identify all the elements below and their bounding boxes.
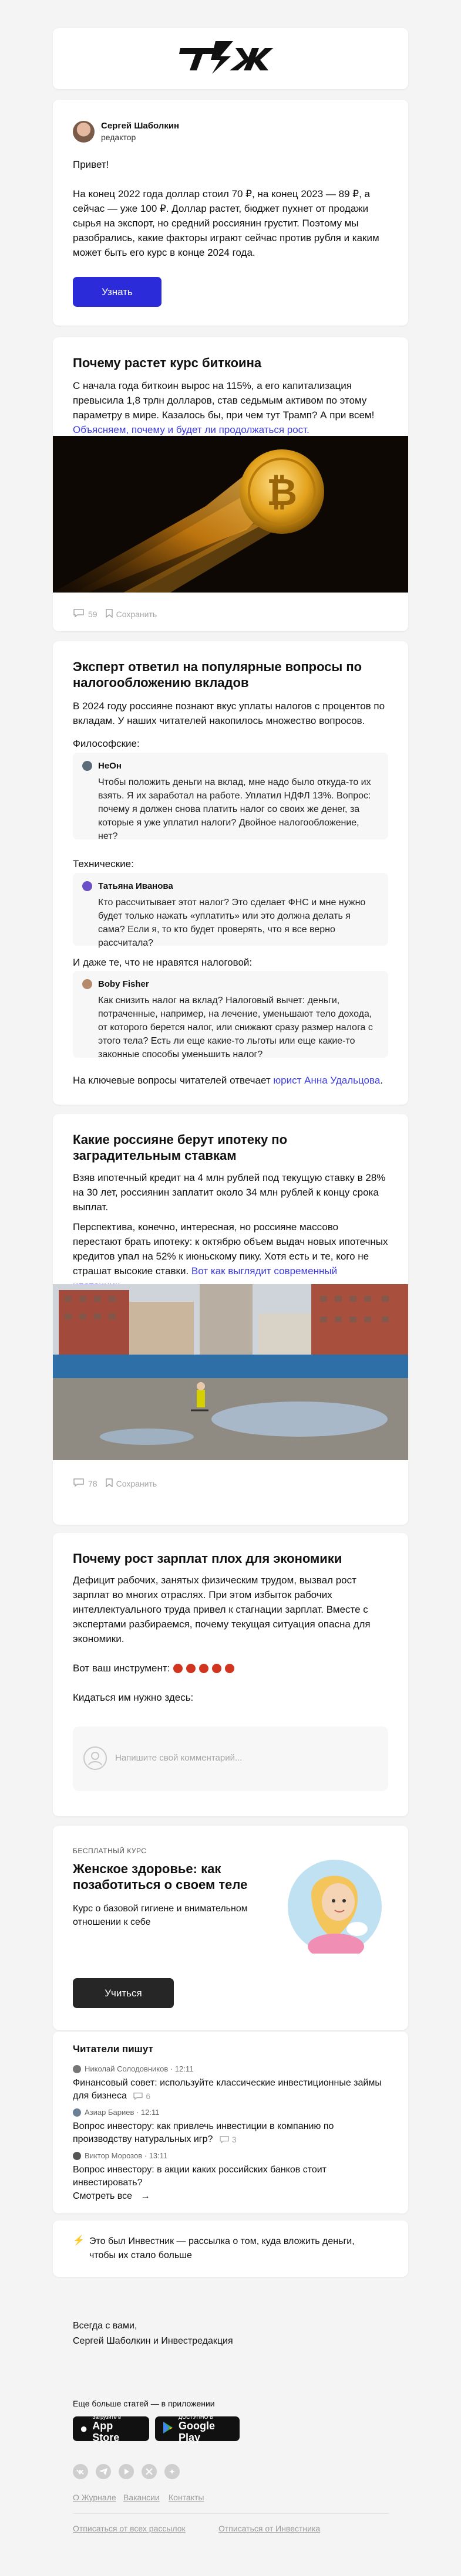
comment-placeholder[interactable]: Напишите свой комментарий... (115, 1753, 243, 1763)
app-store-button[interactable] (73, 2416, 149, 2441)
course-title[interactable]: Женское здоровье: как позаботиться о своем теле (73, 1861, 248, 1892)
expert-title[interactable]: Эксперт ответил на популярные вопросы по налогообложению вкладов (73, 659, 362, 690)
mortgage-title[interactable]: Какие россияне берут ипотеку по заградительным ставкам (73, 1132, 288, 1163)
quote-author-name-3: Boby Fisher (98, 979, 149, 989)
reader-author: Виктор Морозов · 13:11 (85, 2151, 168, 2160)
quote-author-name-1: НеОн (98, 761, 122, 771)
course-illustration (288, 1860, 382, 1954)
reader-author: Азиар Бариев · 12:11 (85, 2108, 160, 2117)
expert-card (53, 641, 408, 1105)
bitcoin-title[interactable]: Почему растет курс биткоина (73, 356, 262, 370)
reader-comment-count[interactable]: 3 (231, 2135, 237, 2144)
comment-icon[interactable] (73, 1478, 85, 1489)
label-technical: Технические: (73, 858, 134, 869)
avatar (73, 2108, 81, 2117)
svg-text:₿: ₿ (266, 471, 298, 514)
readers-title: Читатели пишут (73, 2043, 153, 2054)
reader-comments[interactable] (133, 2090, 150, 2103)
quote-card-1 (73, 753, 388, 840)
tomato-icon[interactable] (225, 1664, 234, 1673)
google-play-big: Google Play (179, 2420, 215, 2443)
avatar (73, 2065, 81, 2073)
course-desc: Курс о базовой гигиене и внимательном отношении к себе (73, 1904, 248, 1927)
quote-text-3: Как снизить налог на вклад? Налоговый вычет: деньги, потраченные, например, на лечение, уменьшают тело дохода, от которого берется налог, или снижают сразу размер налога с этого тела? Есть ли еще какие-то льготы или еще какие-то законные способы уменьшить налог? (98, 996, 373, 1059)
google-play-small: ДОСТУПНО В (179, 2414, 213, 2420)
tool-label: Вот ваш инструмент: (73, 1663, 170, 1674)
comment-box[interactable] (73, 1727, 388, 1791)
expert-intro: В 2024 году россияне познают вкус уплаты налогов с процентов по вкладам. У наших читателей накопилось множество вопросов. (73, 700, 385, 726)
comment-icon[interactable] (73, 608, 85, 620)
avatar (82, 979, 92, 989)
label-dislike: И даже те, что не нравятся налоговой: (73, 957, 253, 968)
reader-title[interactable] (73, 2120, 388, 2146)
user-icon (83, 1746, 107, 1770)
bitcoin-card (53, 337, 408, 631)
mortgage-image[interactable] (53, 1284, 408, 1460)
google-play-text (179, 2414, 233, 2443)
youtube-icon[interactable] (119, 2464, 134, 2479)
arrow-right-icon[interactable]: → (140, 2191, 150, 2201)
intro-card (53, 100, 408, 326)
mortgage-card (53, 1114, 408, 1525)
quote-card-3 (73, 971, 388, 1058)
comment-icon (133, 2092, 143, 2100)
mortgage-link[interactable]: Вот как выглядит современный (191, 1265, 338, 1277)
tomato-icon[interactable] (173, 1664, 183, 1673)
course-card (53, 1826, 408, 2030)
google-play-button[interactable] (155, 2416, 240, 2441)
lightning-icon: ⚡ (73, 2236, 85, 2246)
reader-item[interactable] (73, 2151, 388, 2189)
footer-link-contacts[interactable]: Контакты (169, 2493, 204, 2502)
bookmark-icon[interactable] (106, 1478, 113, 1489)
reader-comment-count[interactable]: 6 (146, 2091, 151, 2101)
reader-comments[interactable] (219, 2133, 237, 2146)
footer-link-jobs[interactable]: Вакансии (123, 2493, 160, 2502)
bitcoin-image[interactable] (53, 436, 408, 593)
apps-label: Еще больше статей — в приложении (73, 2399, 215, 2408)
tj-logo[interactable] (179, 40, 282, 75)
signature-line-1: Всегда с вами, (73, 2321, 137, 2331)
reader-item[interactable] (73, 2064, 388, 2103)
comment-count[interactable]: 59 (88, 609, 97, 619)
tomato-icon[interactable] (199, 1664, 208, 1673)
quote-text-1: Чтобы положить деньги на вклад, мне надо было откуда-то их взять. Я их заработал на работе. Уплатил НДФЛ 13%. Вопрос: почему я должен снова платить налог со своих же денег, за которые я уже уплатил налоги? Двойное налогообложение, нет? (98, 777, 371, 841)
throw-label: Кидаться им нужно здесь: (73, 1692, 194, 1703)
learn-button[interactable]: Узнать (73, 277, 161, 307)
footer-link-about[interactable]: О Журнале (73, 2493, 116, 2502)
author-name: Сергей Шаболкин (101, 121, 180, 131)
reader-meta (73, 2151, 388, 2160)
answer-prefix: На ключевые вопросы читателей отвечает (73, 1075, 274, 1086)
reader-title[interactable] (73, 2077, 388, 2103)
app-store-small: Загрузите в (92, 2414, 121, 2420)
bitcoin-meta (73, 608, 157, 620)
study-button[interactable]: Учиться (73, 1978, 174, 2008)
x-icon[interactable] (142, 2464, 157, 2479)
logo-card (53, 28, 408, 89)
quote-author-2 (82, 881, 379, 891)
quote-author-3 (82, 979, 379, 989)
unsubscribe-investnik-link[interactable]: Отписаться от Инвестника (218, 2524, 321, 2533)
google-play-icon (162, 2421, 174, 2437)
investnik-text: Это был Инвестник — рассылка о том, куда вложить деньги, чтобы их стало больше (89, 2236, 355, 2260)
bookmark-icon[interactable] (106, 609, 113, 620)
answer-suffix: . (380, 1075, 383, 1086)
mortgage-p2 (73, 1220, 388, 1293)
quote-text-2: Кто рассчитывает этот налог? Это сделает ФНС и мне нужно будет только нажать «уплатить» или это должна делать я сама? Если я, то кто будет проверять, что я все верно рассчитала? (98, 898, 366, 948)
mortgage-p1: Взяв ипотечный кредит на 4 млн рублей под текущую ставку в 28% на 30 лет, россиянин заплатит около 34 млн рублей к концу срока выплат. (73, 1172, 386, 1213)
tomato-icon[interactable] (186, 1664, 196, 1673)
save-label[interactable]: Сохранить (116, 1478, 157, 1488)
bitcoin-link[interactable]: Объясняем, почему и будет ли продолжаться рост. (73, 424, 309, 435)
comment-count[interactable]: 78 (88, 1478, 97, 1488)
tool-line (73, 1661, 234, 1675)
lawyer-link[interactable]: юрист Анна Удальцова (273, 1075, 381, 1086)
app-store-text (92, 2414, 142, 2443)
avatar (82, 881, 92, 891)
expert-answer (73, 1073, 388, 1088)
readers-card (53, 2032, 408, 2213)
unsubscribe-all-link[interactable]: Отписаться от всех рассылок (73, 2524, 186, 2533)
apple-icon: ● (80, 2421, 88, 2436)
signature (73, 2318, 233, 2349)
telegram-icon[interactable] (96, 2464, 111, 2479)
avatar (73, 2152, 81, 2160)
avatar (73, 121, 95, 143)
investnik-card (53, 2220, 408, 2277)
avatar (82, 761, 92, 771)
see-all-label[interactable]: Смотреть все (73, 2191, 133, 2201)
quote-card-2 (73, 873, 388, 946)
mortgage-p2-body: Перспектива, конечно, интересная, но россияне массово перестают брать ипотеку: к октябрю объем выдач новых ипотечных кредитов упал на 52% к июньскому пику. Хотя есть и те, кого не страшат высокие ставки. (73, 1221, 388, 1277)
bitcoin-text (73, 378, 388, 437)
author-role: редактор (101, 133, 136, 142)
salary-text: Дефицит рабочих, занятых физическим трудом, вызвал рост зарплат во многих отраслях. При этом избыток рабочих интеллектуального труда привел к стагнации зарплат. Вместе с экспертами разбираемся, почему текущая ситуация опасна для экономики. (73, 1575, 371, 1644)
save-label[interactable]: Сохранить (116, 609, 157, 619)
dzen-icon[interactable] (164, 2464, 180, 2479)
salary-title[interactable]: Почему рост зарплат плох для экономики (73, 1551, 342, 1566)
see-all-link[interactable] (73, 2191, 150, 2202)
bitcoin-text-body: С начала года биткоин вырос на 115%, а его капитализация превысила 1,8 трлн долларов, став седьмым активом по этому параметру в мире. Казалось бы, при чем тут Трамп? А при всем! (73, 380, 375, 421)
signature-line-2: Сергей Шаболкин и Инвестредакция (73, 2336, 233, 2346)
intro-body: На конец 2022 года доллар стоил 70 ₽, на конец 2023 — 89 ₽, а сейчас — уже 100 ₽. Доллар растет, бюджет пухнет от продажи сырья на экспорт, но средний россиянин грустит. Поэтому мы разобрались, какие факторы играют сейчас против рубля и каким может быть его курс в конце 2024 года. (73, 188, 379, 258)
comment-icon (219, 2135, 230, 2144)
footer-divider (73, 2513, 388, 2514)
quote-author-name-2: Татьяна Иванова (98, 881, 173, 891)
reader-meta (73, 2064, 388, 2073)
mortgage-meta (73, 1478, 157, 1489)
app-store-big: App Store (92, 2420, 120, 2443)
salary-card (53, 1533, 408, 1816)
reader-item[interactable] (73, 2108, 388, 2146)
reader-meta (73, 2108, 388, 2117)
reader-title[interactable]: Вопрос инвестору: в акции каких российских банков стоит инвестировать? (73, 2165, 327, 2188)
vk-icon[interactable] (73, 2464, 88, 2479)
tomato-icon[interactable] (212, 1664, 221, 1673)
reader-text[interactable]: Вопрос инвестору: как привлечь инвестиции в компанию по производству натуральных игр? (73, 2121, 334, 2145)
reader-text[interactable]: Финансовый совет: используйте классические инвестиционные займы для бизнеса (73, 2078, 382, 2101)
greeting: Привет! (73, 159, 109, 170)
label-philosophical: Философские: (73, 738, 140, 749)
course-tag: БЕСПЛАТНЫЙ КУРС (73, 1847, 147, 1855)
reader-author: Николай Солодовников · 12:11 (85, 2064, 194, 2073)
quote-author-1 (82, 761, 379, 771)
